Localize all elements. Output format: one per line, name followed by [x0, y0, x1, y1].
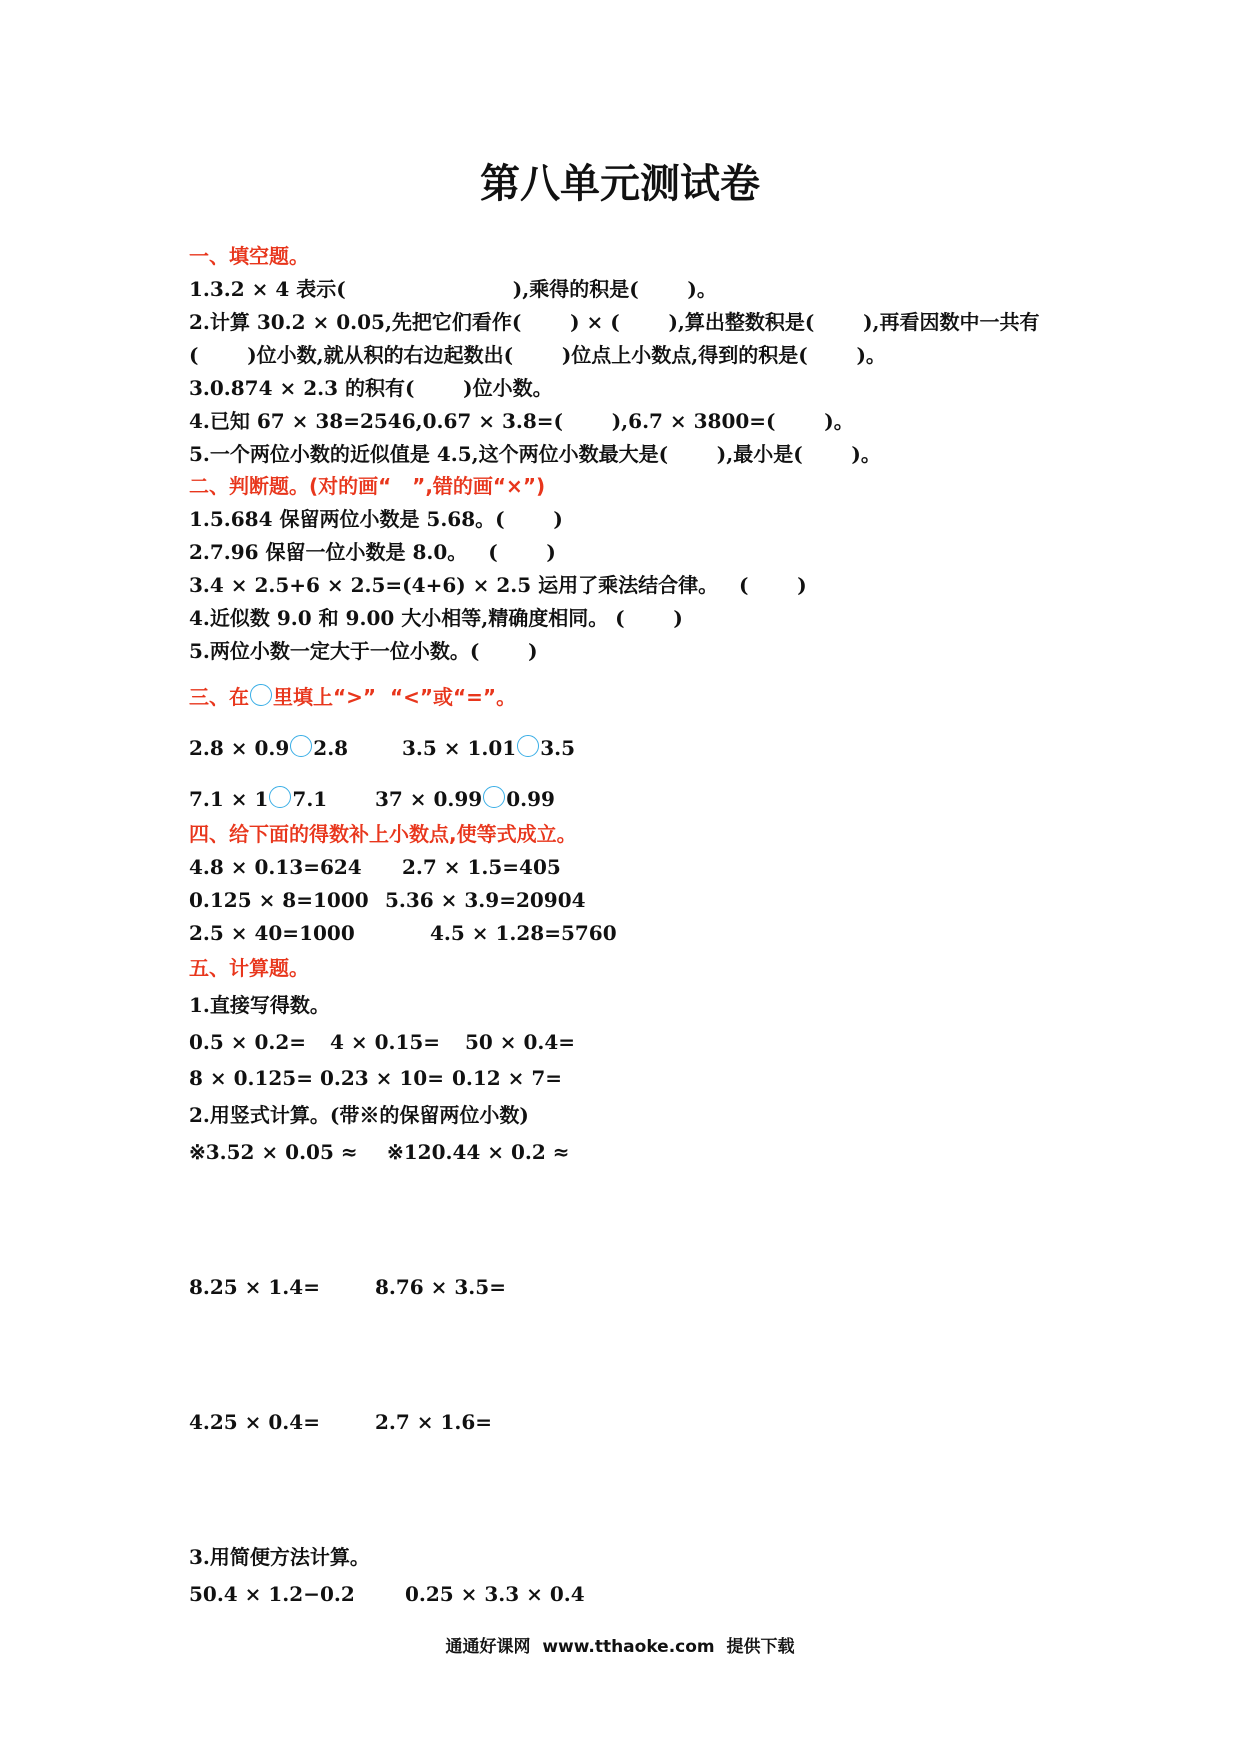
compare-row-2a: 7.1 × 1 7.1 — [189, 787, 328, 811]
s5-direct-item: 8 × 0.125= — [189, 1066, 313, 1090]
s1-question-2a: 2.计算 30.2 × 0.05,先把它们看作( ) × ( ),算出整数积是( ),再看因数中一共有 — [189, 310, 1040, 334]
section-2-heading: 二、判断题。(对的画“ ”,错的画“×”) — [189, 474, 546, 498]
s1-question-2b: ( )位小数,就从积的右边起数出( )位点上小数点,得到的积是( )。 — [189, 343, 886, 367]
s5-direct-item: 50 × 0.4= — [465, 1030, 576, 1054]
section-3-heading-b: 里填上“>” “<”或“=”。 — [273, 685, 517, 709]
footer-credit: 通通好课网 www.tthaoke.com 提供下载 — [445, 1637, 795, 1657]
compare-circle-icon — [250, 684, 272, 706]
s5-direct-item: 4 × 0.15= — [330, 1030, 441, 1054]
s1-question-4: 4.已知 67 × 38=2546,0.67 × 3.8=( ),6.7 × 3800=( )。 — [189, 409, 854, 433]
section-5-heading: 五、计算题。 — [189, 956, 309, 980]
s4-item: 4.8 × 0.13=624 — [189, 855, 362, 879]
answer-circle[interactable] — [290, 735, 312, 757]
s5-direct-item: 0.12 × 7= — [452, 1066, 563, 1090]
answer-circle[interactable] — [269, 786, 291, 808]
s2-question-3: 3.4 × 2.5+6 × 2.5=(4+6) × 2.5 运用了乘法结合律。 ( ) — [189, 573, 807, 597]
s5-direct-item: 0.23 × 10= — [320, 1066, 444, 1090]
s5-simple-item: 50.4 × 1.2−0.2 — [189, 1582, 355, 1606]
s4-item: 5.36 × 3.9=20904 — [385, 888, 586, 912]
s4-item: 2.7 × 1.5=405 — [402, 855, 561, 879]
s5-vertical-item: 8.76 × 3.5= — [375, 1275, 506, 1299]
s5-vertical-item: 4.25 × 0.4= — [189, 1410, 320, 1434]
page-title: 第八单元测试卷 — [480, 161, 760, 207]
s5-vertical-item: 2.7 × 1.6= — [375, 1410, 493, 1434]
section-3-heading-a: 三、在 — [189, 685, 249, 709]
s1-question-3: 3.0.874 × 2.3 的积有( )位小数。 — [189, 376, 553, 400]
s4-item: 0.125 × 8=1000 — [189, 888, 369, 912]
s2-question-4: 4.近似数 9.0 和 9.00 大小相等,精确度相同。 ( ) — [189, 606, 683, 630]
compare-row-1b: 3.5 × 1.01 3.5 — [402, 736, 575, 760]
section-4-heading: 四、给下面的得数补上小数点,使等式成立。 — [189, 822, 577, 846]
s4-item: 4.5 × 1.28=5760 — [430, 921, 617, 945]
s5-simple-item: 0.25 × 3.3 × 0.4 — [405, 1582, 585, 1606]
answer-circle[interactable] — [517, 735, 539, 757]
s5-vertical-item: 8.25 × 1.4= — [189, 1275, 320, 1299]
s2-question-2: 2.7.96 保留一位小数是 8.0。 ( ) — [189, 540, 556, 564]
s5-vertical-item: ※3.52 × 0.05 ≈ — [189, 1140, 358, 1164]
section-3-heading — [189, 684, 516, 709]
s2-question-1: 1.5.684 保留两位小数是 5.68。( ) — [189, 507, 563, 531]
s5-part-2: 2.用竖式计算。(带※的保留两位小数) — [189, 1103, 529, 1127]
answer-circle[interactable] — [483, 786, 505, 808]
s5-vertical-item: ※120.44 × 0.2 ≈ — [387, 1140, 570, 1164]
s5-part-1: 1.直接写得数。 — [189, 993, 330, 1017]
compare-row-2b: 37 × 0.99 0.99 — [375, 787, 555, 811]
compare-row-1a: 2.8 × 0.9 2.8 — [189, 736, 349, 760]
s5-direct-item: 0.5 × 0.2= — [189, 1030, 307, 1054]
s5-part-3: 3.用简便方法计算。 — [189, 1545, 370, 1569]
s1-question-5: 5.一个两位小数的近似值是 4.5,这个两位小数最大是( ),最小是( )。 — [189, 442, 881, 466]
s2-question-5: 5.两位小数一定大于一位小数。( ) — [189, 639, 538, 663]
section-1-heading: 一、填空题。 — [189, 244, 309, 268]
s1-question-1: 1.3.2 × 4 表示( ),乘得的积是( )。 — [189, 277, 717, 301]
s4-item: 2.5 × 40=1000 — [189, 921, 355, 945]
